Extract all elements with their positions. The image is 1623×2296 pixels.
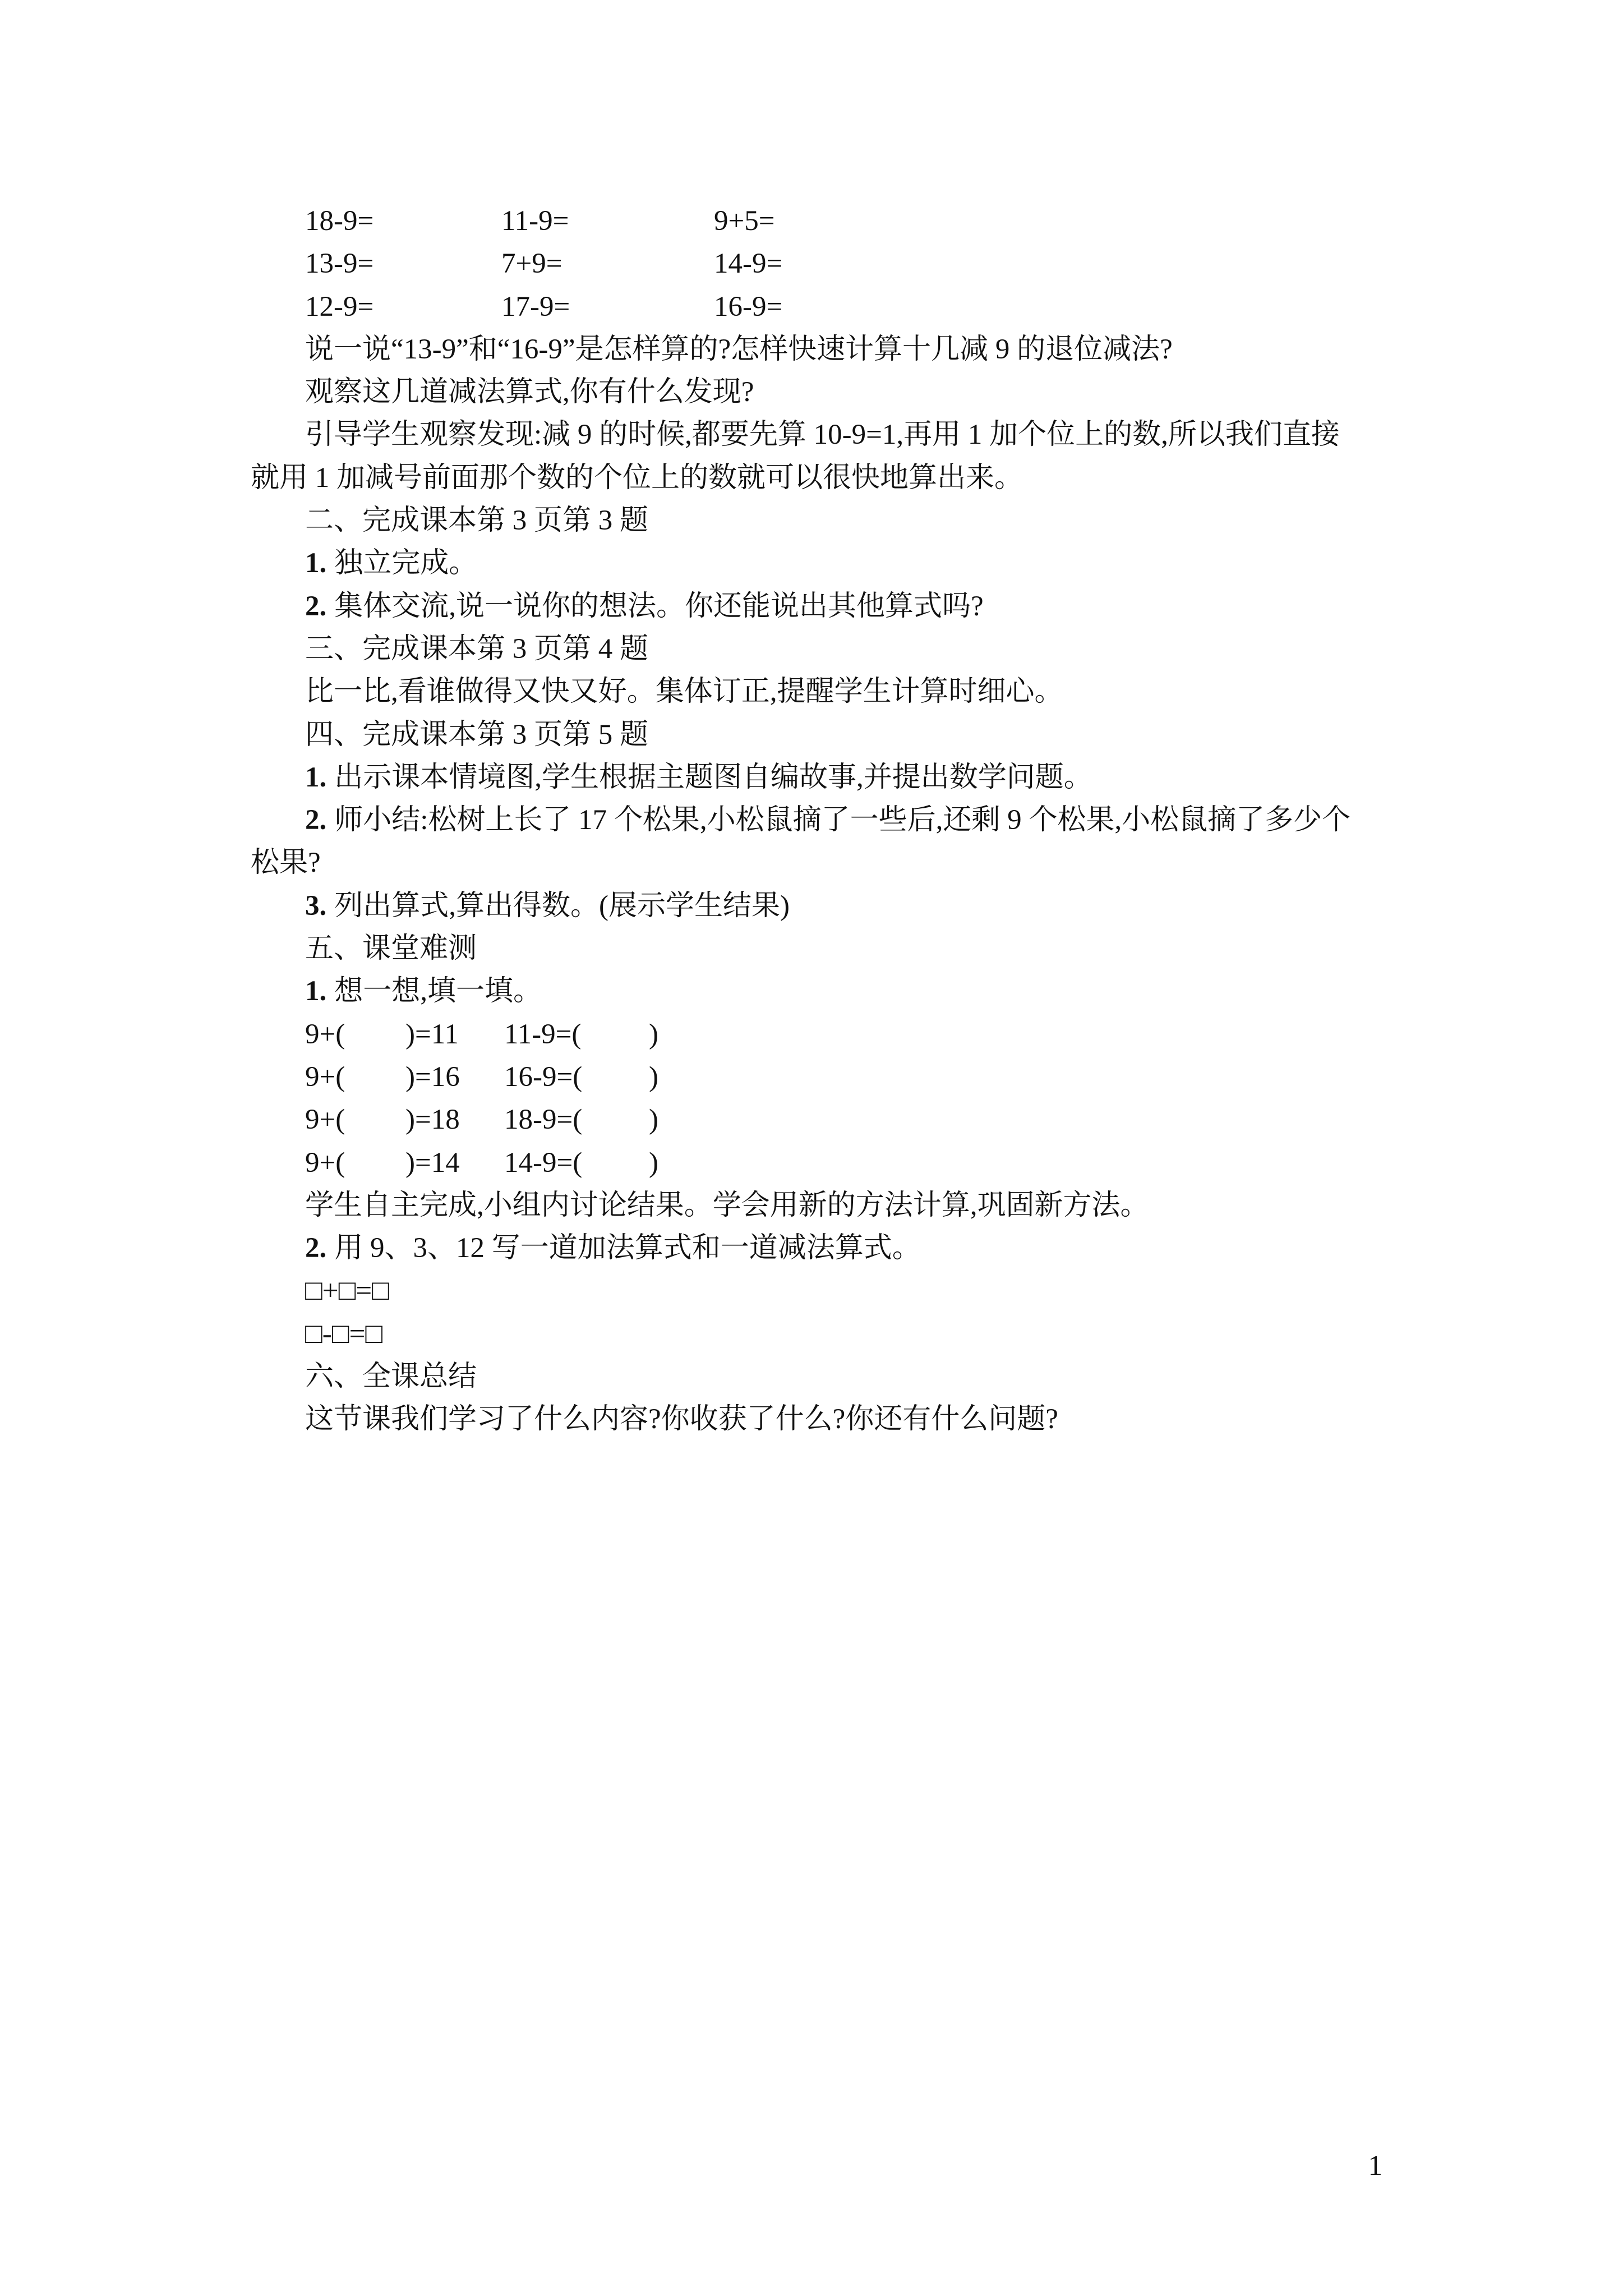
subtraction-blank-start: 16-9=( — [504, 1061, 583, 1093]
practice-row — [251, 286, 1382, 328]
addition-blank-end: )=11 — [405, 1018, 459, 1050]
list-item-continuation: 松果? — [251, 847, 321, 879]
item-text: 想一想,填一填。 — [334, 976, 542, 1007]
paragraph: 学生自主完成,小组内讨论结果。学会用新的方法计算,巩固新方法。 — [305, 1189, 1149, 1221]
page-number: 1 — [1368, 2150, 1382, 2182]
addition-blank-start: 9+( — [305, 1018, 345, 1050]
item-text: 师小结:松树上长了 17 个松果,小松鼠摘了一些后,还剩 9 个松果,小松鼠摘了多少个 — [334, 804, 1351, 836]
item-number: 2. — [305, 1232, 327, 1264]
section-heading: 四、完成课本第 3 页第 5 题 — [305, 719, 649, 751]
box-equation-template: □-□=□ — [305, 1318, 383, 1350]
practice-equation: 12-9= — [305, 291, 374, 323]
item-number: 1. — [305, 761, 327, 793]
practice-equation: 11-9= — [501, 205, 569, 237]
list-item — [251, 585, 1382, 628]
item-number: 1. — [305, 976, 327, 1007]
practice-equation: 17-9= — [501, 291, 570, 323]
addition-blank-end: )=14 — [405, 1147, 460, 1179]
practice-equation: 9+5= — [714, 205, 775, 237]
list-item — [251, 1227, 1382, 1269]
addition-blank-end: )=16 — [405, 1061, 460, 1093]
item-text: 用 9、3、12 写一道加法算式和一道减法算式。 — [334, 1232, 921, 1264]
practice-equation: 16-9= — [714, 291, 783, 323]
paragraph: 比一比,看谁做得又快又好。集体订正,提醒学生计算时细心。 — [305, 676, 1063, 708]
section-heading: 三、完成课本第 3 页第 4 题 — [305, 633, 649, 665]
guide-paragraph-line: 引导学生观察发现:减 9 的时候,都要先算 10-9=1,再用 1 加个位上的数,所以我们直接 — [305, 419, 1340, 451]
addition-blank-start: 9+( — [305, 1147, 345, 1179]
item-text: 出示课本情境图,学生根据主题图自编故事,并提出数学问题。 — [334, 761, 1092, 793]
subtraction-blank-end: ) — [649, 1018, 658, 1050]
fill-in-problem-row — [251, 1013, 1382, 1056]
list-item — [251, 799, 1382, 841]
subtraction-blank-end: ) — [649, 1061, 658, 1093]
list-item — [251, 885, 1382, 927]
subtraction-blank-start: 14-9=( — [504, 1147, 583, 1179]
guide-paragraph-line: 就用 1 加减号前面那个数的个位上的数就可以很快地算出来。 — [251, 462, 1023, 494]
discussion-prompt: 说一说“13-9”和“16-9”是怎样算的?怎样快速计算十几减 9 的退位减法? — [305, 333, 1173, 365]
subtraction-blank-start: 11-9=( — [504, 1018, 582, 1050]
paragraph: 这节课我们学习了什么内容?你收获了什么?你还有什么问题? — [305, 1404, 1058, 1435]
lesson-text-body — [251, 200, 1382, 1441]
item-text: 列出算式,算出得数。(展示学生结果) — [334, 890, 790, 922]
list-item — [251, 542, 1382, 585]
list-item — [251, 756, 1382, 799]
practice-equation: 7+9= — [501, 248, 562, 280]
item-text: 集体交流,说一说你的想法。你还能说出其他算式吗? — [334, 590, 984, 622]
observe-question: 观察这几道减法算式,你有什么发现? — [305, 376, 754, 408]
list-item — [251, 970, 1382, 1013]
section-heading: 六、全课总结 — [305, 1361, 477, 1393]
subtraction-blank-start: 18-9=( — [504, 1104, 583, 1136]
practice-row — [251, 242, 1382, 285]
fill-in-problem-row — [251, 1098, 1382, 1141]
item-number: 2. — [305, 804, 327, 836]
fill-in-problem-row — [251, 1056, 1382, 1098]
fill-in-problem-row — [251, 1142, 1382, 1184]
practice-equation: 18-9= — [305, 205, 374, 237]
practice-equation: 13-9= — [305, 248, 374, 280]
section-heading: 五、课堂难测 — [305, 933, 477, 965]
item-number: 1. — [305, 547, 327, 579]
subtraction-blank-end: ) — [649, 1147, 658, 1179]
subtraction-blank-end: ) — [649, 1104, 658, 1136]
practice-row — [251, 200, 1382, 242]
practice-equation: 14-9= — [714, 248, 783, 280]
section-heading: 二、完成课本第 3 页第 3 题 — [305, 505, 649, 537]
addition-blank-end: )=18 — [405, 1104, 460, 1136]
addition-blank-start: 9+( — [305, 1061, 345, 1093]
box-equation-template: □+□=□ — [305, 1275, 389, 1307]
addition-blank-start: 9+( — [305, 1104, 345, 1136]
item-number: 2. — [305, 590, 327, 622]
item-number: 3. — [305, 890, 327, 922]
item-text: 独立完成。 — [334, 547, 478, 579]
